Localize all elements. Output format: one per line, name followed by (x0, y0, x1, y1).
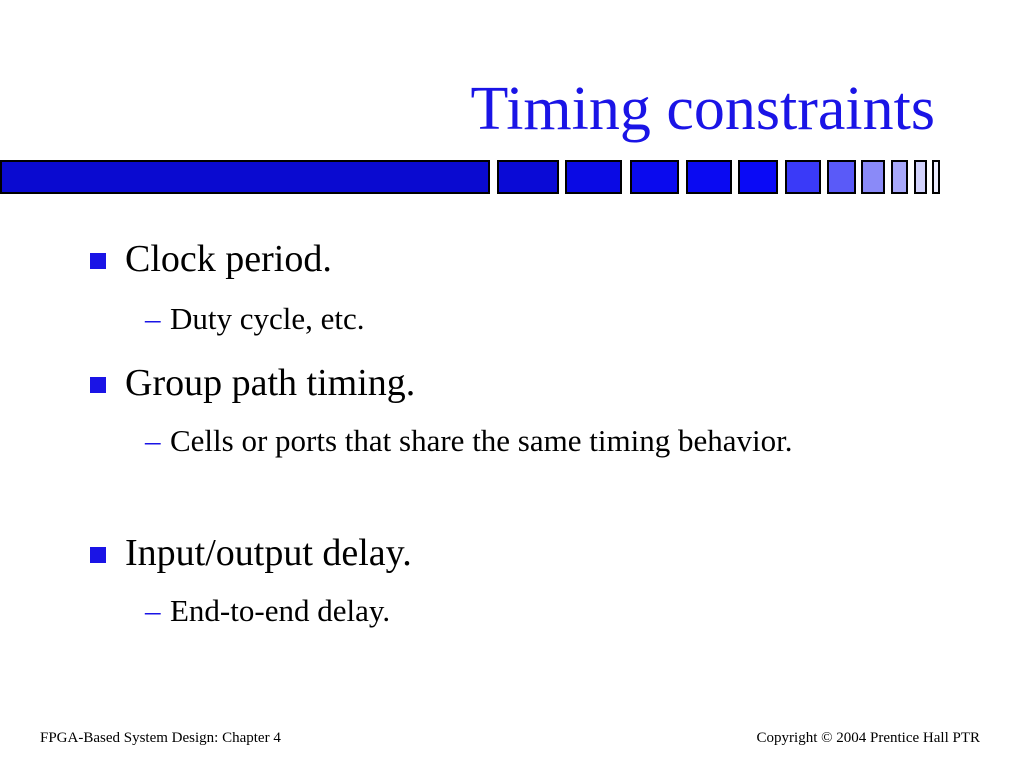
bullet-square-icon (90, 547, 106, 563)
bar-block (0, 160, 490, 194)
bullet-text: Input/output delay. (125, 532, 412, 574)
bullet-square-icon (90, 253, 106, 269)
bar-block (891, 160, 908, 194)
footer-copyright: Copyright © 2004 Prentice Hall PTR (756, 730, 980, 746)
bullet-item (90, 364, 415, 402)
slide-title: Timing constraints (470, 75, 935, 143)
bullet-item (90, 534, 412, 572)
dash-icon: – (145, 423, 161, 458)
bullet-square-icon (90, 377, 106, 393)
sub-bullet-text: Duty cycle, etc. (170, 301, 365, 336)
sub-bullet-text: Cells or ports that share the same timing behavior. (170, 423, 793, 458)
bar-block (497, 160, 559, 194)
bar-block (565, 160, 622, 194)
title-decoration-bar (0, 160, 942, 194)
sub-bullet-item (145, 296, 365, 342)
bar-block (932, 160, 940, 194)
bar-block (827, 160, 856, 194)
sub-bullet-item (145, 418, 792, 464)
bullet-text: Group path timing. (125, 362, 416, 404)
bar-block (630, 160, 679, 194)
bar-block (861, 160, 885, 194)
sub-bullet-text: End-to-end delay. (170, 593, 391, 628)
bar-block (914, 160, 927, 194)
bar-block (738, 160, 778, 194)
bullet-item (90, 240, 332, 278)
bullet-text: Clock period. (125, 238, 332, 280)
dash-icon: – (145, 301, 161, 336)
sub-bullet-item (145, 588, 390, 634)
bar-block (686, 160, 732, 194)
bar-block (785, 160, 821, 194)
dash-icon: – (145, 593, 161, 628)
footer-left-text: FPGA-Based System Design: Chapter 4 (40, 730, 281, 746)
